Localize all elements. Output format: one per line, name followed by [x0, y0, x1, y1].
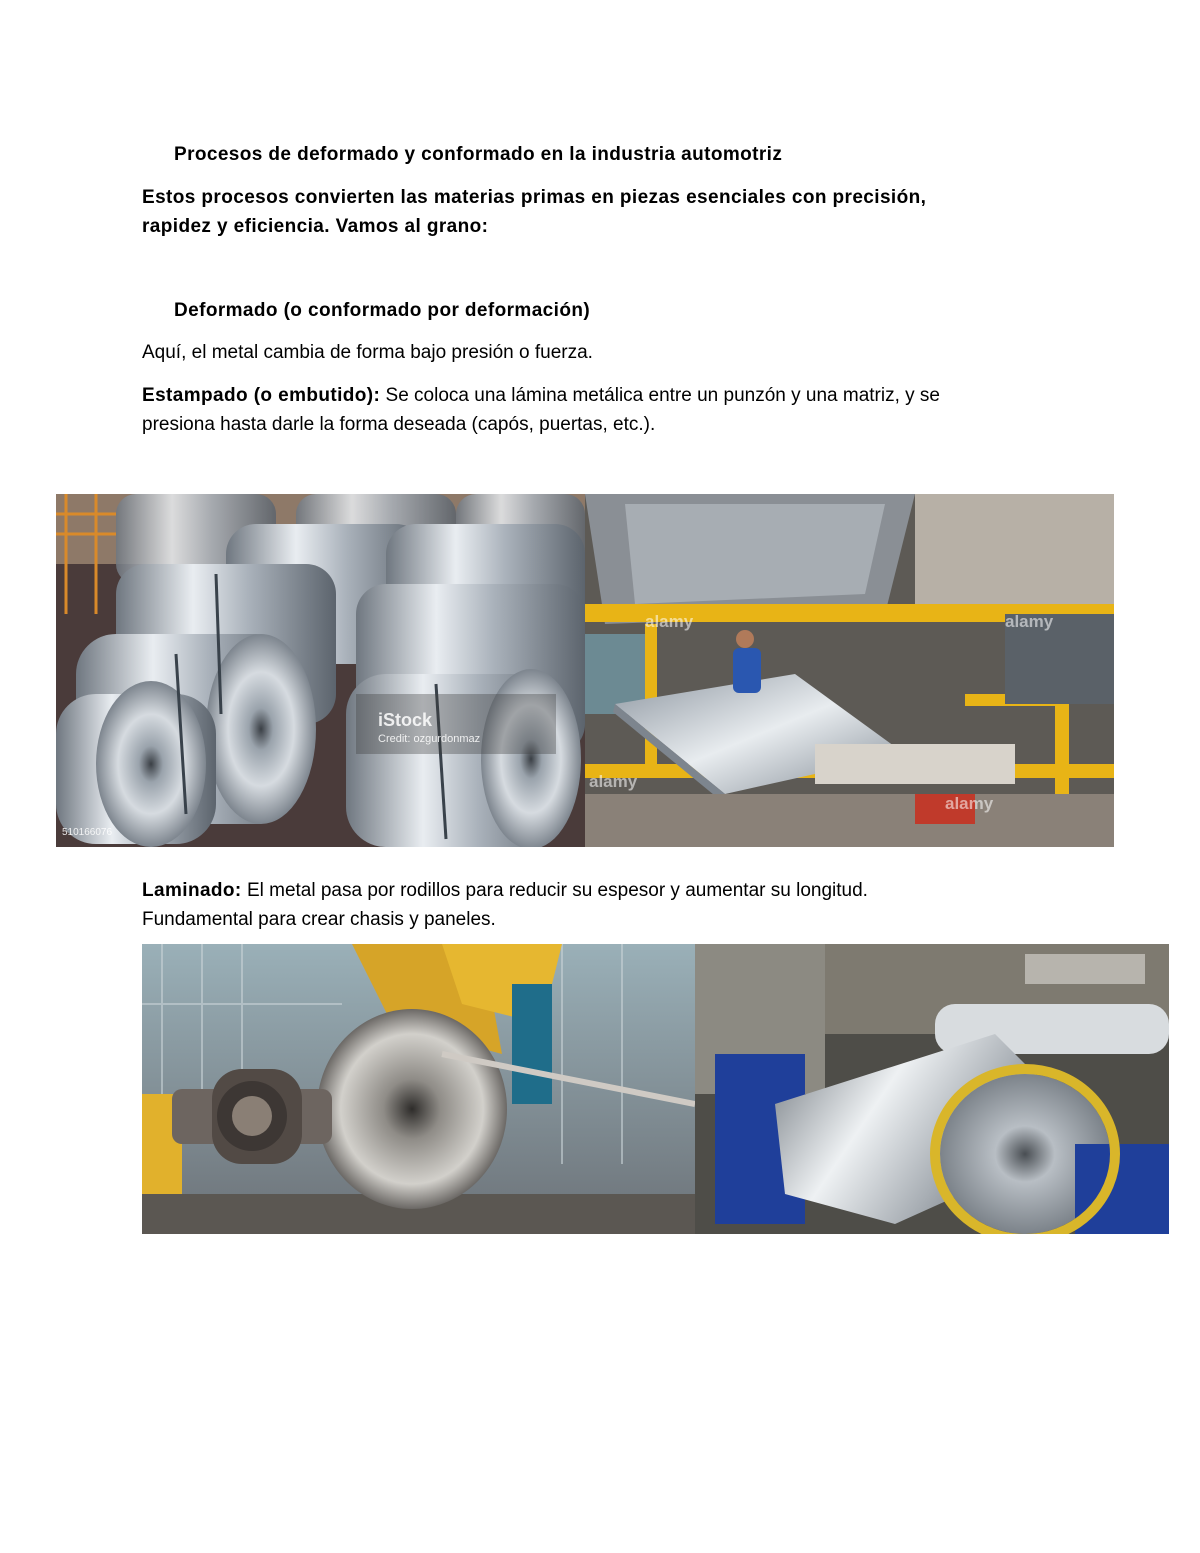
document-title: Procesos de deformado y conformado en la industria automotriz — [174, 144, 783, 165]
laminado-line-2: Fundamental para crear chasis y paneles. — [142, 909, 496, 930]
istock-image-id: 510166076 — [62, 827, 113, 838]
istock-credit: Credit: ozgurdonmaz — [378, 733, 481, 745]
section-heading: Deformado (o conformado por deformación) — [174, 300, 591, 321]
intro-line-2: rapidez y eficiencia. Vamos al grano: — [142, 216, 489, 237]
alamy-watermark-3: alamy — [589, 772, 638, 791]
laminado-label: Laminado: — [142, 880, 242, 901]
stamping-press-photo — [585, 494, 1114, 847]
estampado-line-1 — [142, 381, 940, 410]
laminado-text-1: El metal pasa por rodillos para reducir su espesor y aumentar su longitud. — [241, 880, 868, 901]
estampado-label: Estampado (o embutido): — [142, 385, 381, 406]
estampado-text-1: Se coloca una lámina metálica entre un punzón y una matriz, y se — [380, 385, 940, 406]
rolling-mill-photo — [142, 944, 695, 1234]
alamy-watermark-2: alamy — [1005, 612, 1054, 631]
alamy-watermark-4: alamy — [945, 794, 994, 813]
estampado-line-2: presiona hasta darle la forma deseada (capós, puertas, etc.). — [142, 414, 656, 435]
section-intro: Aquí, el metal cambia de forma bajo presión o fuerza. — [142, 342, 593, 363]
aluminum-roll-photo — [695, 944, 1169, 1234]
laminado-line-1 — [142, 876, 868, 905]
istock-watermark: iStock — [378, 710, 433, 730]
alamy-watermark-1: alamy — [645, 612, 694, 631]
steel-coils-photo — [56, 494, 585, 847]
intro-line-1: Estos procesos convierten las materias primas en piezas esenciales con precisión, — [142, 187, 927, 208]
